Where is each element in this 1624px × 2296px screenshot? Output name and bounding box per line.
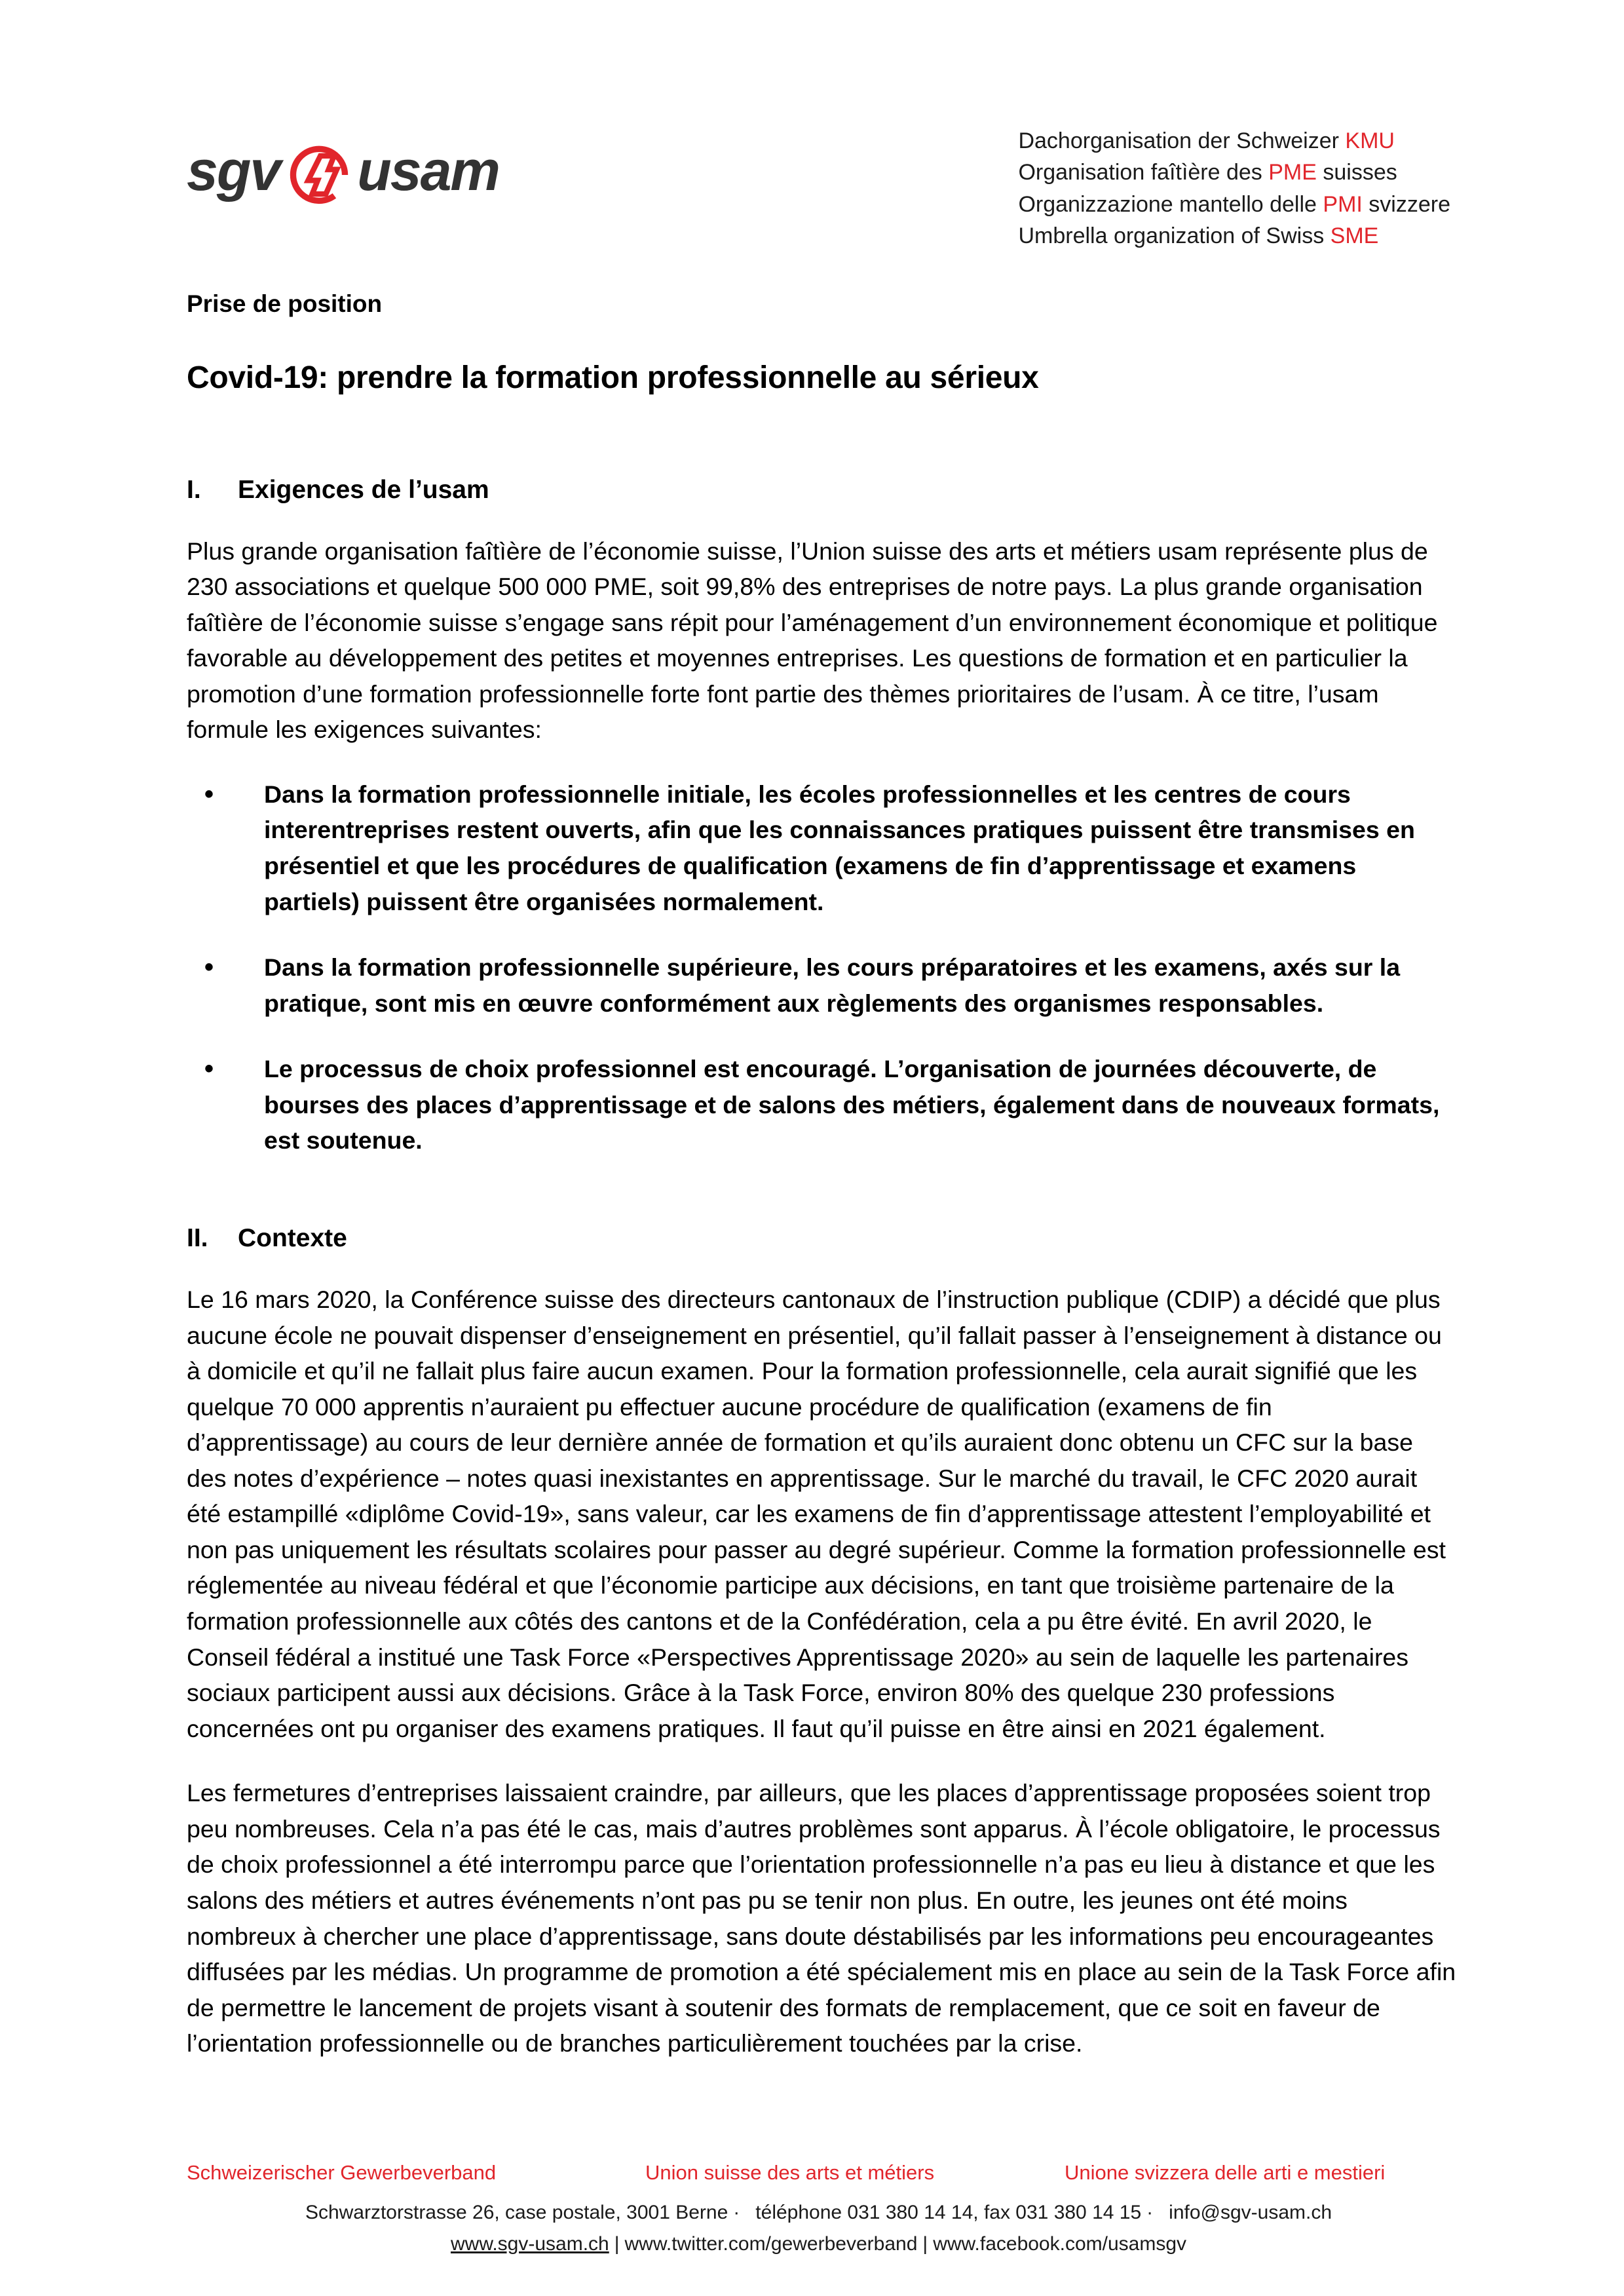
org-line-de-accent: KMU [1345,128,1395,153]
list-item [187,776,1458,919]
bullet-glyph-icon: • [204,779,214,809]
section-heading-ii [187,1224,1458,1253]
org-line-it-accent: PMI [1323,191,1363,217]
list-item-text: Le processus de choix professionnel est encouragé. L’organisation de journées découverte, de bourses des places d’apprentissage et de salons des métiers, également dans de nouveaux formats, est soutenue. [264,1055,1440,1155]
footer-separator-dot: · [1146,2202,1154,2223]
footer-link-separator: | [922,2233,928,2255]
section-ii-paragraph-1: Le 16 mars 2020, la Conférence suisse des directeurs cantonaux de l’instruction publique (CDIP) a décidé que plus aucune école ne pouvait dispenser d’enseignement en présentiel, qu’il fallait passer à l’enseignement à distance ou à domicile et qu’il ne fallait plus faire aucun examen. Pour la formation professionnelle, cela aurait signifié que les quelque 70 000 apprentis n’auraient pu effectuer aucune procédure de qualification (examens de fin d’apprentissage) au cours de leur dernière année de formation et qu’ils auraient donc obtenu un CFC sur la base des notes d’expérience – notes quasi inexistantes en apprentissage. Sur le marché du travail, le CFC 2020 aurait été estampillé «diplôme Covid-19», sans valeur, car les examens de fin d’apprentissage attestent l’employabilité et non pas uniquement les résultats scolaires pour passer au degré supérieur. Comme la formation professionnelle est réglementée au niveau fédéral et que l’économie participe aux décisions, en tant que troisième partenaire de la formation professionnelle aux côtés des cantons et de la Confédération, cela a pu être évité. En avril 2020, le Conseil fédéral a institué une Task Force «Perspectives Apprentissage 2020» au sein de laquelle les partenaires sociaux participent aussi aux décisions. Grâce à la Task Force, environ 80% des quelque 230 professions concernées ont pu organiser des examens pratiques. Il faut qu’il puisse en être ainsi en 2021 également. [187,1285,1446,1742]
footer-org-de: Schweizerischer Gewerbeverband [187,2161,497,2184]
list-item [187,1051,1458,1158]
organization-descriptor-block [1018,121,1450,252]
footer-address: Schwarztorstrasse 26, case postale, 3001 Berne [305,2202,728,2223]
list-item [187,949,1458,1021]
list-item-text: Dans la formation professionnelle initiale, les écoles professionnelles et les centres de cours interentreprises restent ouverts, afin que les connaissances pratiques puissent être transmises en présentiel et que les procédures de qualification (examens de fin d’apprentissage et examens partiels) puissent être organisées normalement. [264,780,1415,915]
org-line-fr [1018,157,1450,188]
requirements-list [187,776,1458,1158]
document-kicker: Prise de position [187,290,383,317]
footer-org-fr: Union suisse des arts et métiers [645,2161,935,2184]
logo-text-usam: usam [357,140,499,202]
org-line-en-accent: SME [1330,223,1379,248]
page-title: Covid-19: prendre la formation professionnelle au sérieux [187,360,1039,396]
footer-link-separator: | [614,2233,620,2255]
org-line-en [1018,220,1450,252]
org-line-fr-prefix: Organisation faîtìère des [1018,160,1269,185]
footer-links-line [187,2233,1450,2255]
org-line-fr-suffix: suisses [1316,160,1397,185]
org-line-it-suffix: svizzere [1362,191,1450,217]
bullet-glyph-icon: • [204,953,214,982]
section-number-ii: II. [187,1223,208,1252]
footer-facebook-link[interactable]: www.facebook.com/usamsgv [933,2233,1187,2255]
footer-email-link[interactable]: info@sgv-usam.ch [1169,2202,1332,2223]
spacer [187,1189,1458,1224]
section-title-i: Exigences de l’usam [238,475,489,504]
footer-website-link[interactable]: www.sgv-usam.ch [450,2233,609,2255]
swiss-cross-circle-emblem-icon [285,141,353,209]
org-line-en-prefix: Umbrella organization of Swiss [1018,223,1331,248]
logo-text-sgv: sgv [187,140,280,202]
footer-separator-dot: · [733,2202,740,2223]
page-header [187,121,1450,252]
section-i-intro-paragraph: Plus grande organisation faîtìère de l’économie suisse, l’Union suisse des arts et métiers usam représente plus de 230 associations et quelque 500 000 PME, soit 99,8% des entreprises de notre pays. La plus grande organisation faîtìère de l’économie suisse s’engage sans répit pour l’aménagement d’un environnement économique et politique favorable au développement des petites et moyennes entreprises. Les questions de formation et en particulier la promotion d’une formation professionnelle forte font partie des thèmes prioritaires de l’usam. À ce titre, l’usam formule les exigences suivantes: [187,537,1438,744]
section-ii-paragraph-2: Les fermetures d’entreprises laissaient craindre, par ailleurs, que les places d’apprentissage proposées soient trop peu nombreuses. Cela n’a pas été le cas, mais d’autres problèmes sont apparus. À l’école obligatoire, le processus de choix professionnel a été interrompu parce que l’orientation professionnelle n’a pas eu lieu à distance et que les salons des métiers et autres événements n’ont pas pu se tenir non plus. En outre, les jeunes ont été moins nombreux à chercher une place d’apprentissage, sans doute déstabilisés par les informations peu encourageantes diffusées par les médias. Un programme de promotion a été spécialement mis en place au sein de la Task Force afin de permettre le lancement de projets visant à soutenir des formats de remplacement, que ce soit en faveur de l’orientation professionnelle ou de branches particulièrement touchées par la crise. [187,1779,1456,2057]
footer-organization-names [187,2161,1450,2185]
org-line-de [1018,125,1450,157]
document-body [187,288,1458,2090]
section-heading-i [187,476,1458,505]
section-number-i: I. [187,475,201,504]
sgv-usam-logo [187,137,499,205]
footer-contact-line [187,2202,1450,2224]
bullet-glyph-icon: • [204,1054,214,1084]
footer-twitter-link[interactable]: www.twitter.com/gewerbeverband [624,2233,918,2255]
org-line-it [1018,189,1450,220]
section-title-ii: Contexte [238,1223,347,1252]
org-line-fr-accent: PME [1268,160,1317,185]
page-footer [187,2161,1450,2255]
org-line-it-prefix: Organizzazione mantello delle [1018,191,1323,217]
footer-org-it: Unione svizzera delle arti e mestieri [1065,2161,1386,2184]
footer-phone-fax: téléphone 031 380 14 14, fax 031 380 14 15 [755,2202,1142,2223]
list-item-text: Dans la formation professionnelle supérieure, les cours préparatoires et les examens, axés sur la pratique, sont mis en œuvre conformément aux règlements des organismes responsables. [264,953,1401,1017]
org-line-de-prefix: Dachorganisation der Schweizer [1018,128,1346,153]
